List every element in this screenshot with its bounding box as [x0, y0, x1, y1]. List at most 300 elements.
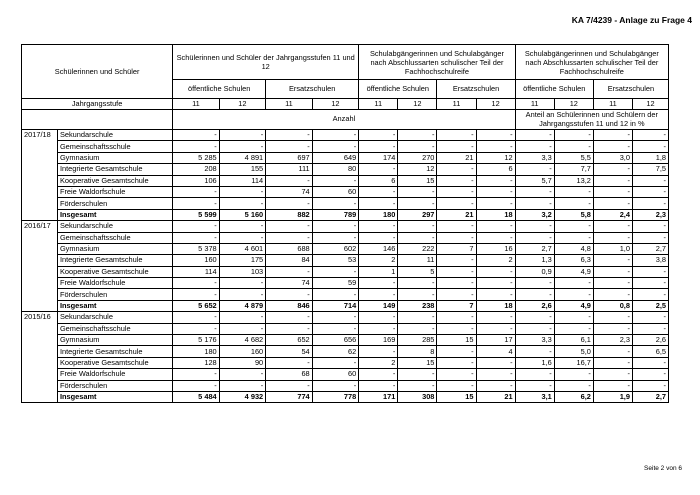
value-cell: 688: [266, 243, 313, 254]
value-cell: 697: [266, 152, 313, 163]
value-cell: 778: [312, 391, 359, 402]
value-cell: -: [312, 289, 359, 300]
value-cell: -: [359, 130, 398, 141]
value-cell: -: [593, 130, 632, 141]
sub-header-private: Ersatzschulen: [593, 80, 668, 99]
value-cell: -: [554, 369, 593, 380]
value-cell: -: [219, 141, 266, 152]
value-cell: -: [266, 221, 313, 232]
table-body: [22, 130, 669, 403]
value-cell: -: [219, 369, 266, 380]
value-cell: -: [173, 198, 220, 209]
sub-header-private: Ersatzschulen: [437, 80, 515, 99]
value-cell: -: [173, 369, 220, 380]
value-cell: -: [173, 380, 220, 391]
row-label: Integrierte Gesamtschule: [57, 164, 172, 175]
value-cell: 74: [266, 278, 313, 289]
value-cell: -: [554, 221, 593, 232]
value-cell: -: [219, 278, 266, 289]
value-cell: 846: [266, 300, 313, 311]
value-cell: 12: [398, 164, 437, 175]
value-cell: -: [398, 221, 437, 232]
value-cell: -: [219, 186, 266, 197]
value-cell: -: [266, 312, 313, 323]
table-row: [22, 186, 669, 197]
table-row: [22, 152, 669, 163]
unit-count-label: Anzahl: [173, 110, 515, 130]
value-cell: 111: [266, 164, 313, 175]
value-cell: -: [515, 232, 554, 243]
value-cell: -: [266, 289, 313, 300]
value-cell: -: [632, 232, 668, 243]
value-cell: 155: [219, 164, 266, 175]
value-cell: -: [515, 289, 554, 300]
corner-label: Schülerinnen und Schüler: [22, 45, 173, 99]
value-cell: -: [593, 164, 632, 175]
value-cell: -: [437, 130, 476, 141]
value-cell: -: [593, 221, 632, 232]
row-label: Freie Waldorfschule: [57, 278, 172, 289]
group-header-students: Schülerinnen und Schüler der Jahrgangsstufen 11 und 12: [173, 45, 359, 80]
value-cell: -: [515, 141, 554, 152]
value-cell: -: [476, 357, 515, 368]
value-cell: -: [173, 312, 220, 323]
value-cell: -: [632, 141, 668, 152]
value-cell: -: [593, 198, 632, 209]
value-cell: -: [359, 232, 398, 243]
value-cell: 5,8: [554, 209, 593, 220]
value-cell: -: [398, 141, 437, 152]
value-cell: 5,5: [554, 152, 593, 163]
table-row: [22, 141, 669, 152]
table-row: [22, 289, 669, 300]
value-cell: 90: [219, 357, 266, 368]
value-cell: 13,2: [554, 175, 593, 186]
grade-cell: 11: [173, 99, 220, 110]
value-cell: 4,9: [554, 266, 593, 277]
value-cell: 174: [359, 152, 398, 163]
value-cell: 169: [359, 335, 398, 346]
value-cell: -: [312, 198, 359, 209]
value-cell: 649: [312, 152, 359, 163]
table-row: [22, 164, 669, 175]
value-cell: -: [312, 312, 359, 323]
value-cell: 2,6: [515, 300, 554, 311]
grade-cell: 11: [515, 99, 554, 110]
grade-cell: 12: [398, 99, 437, 110]
value-cell: -: [515, 221, 554, 232]
table-row: [22, 198, 669, 209]
value-cell: -: [398, 369, 437, 380]
value-cell: -: [437, 221, 476, 232]
value-cell: -: [437, 164, 476, 175]
value-cell: -: [398, 278, 437, 289]
value-cell: 4,8: [554, 243, 593, 254]
value-cell: -: [476, 175, 515, 186]
value-cell: 789: [312, 209, 359, 220]
table-row: [22, 175, 669, 186]
value-cell: -: [437, 232, 476, 243]
sub-header-public: öffentliche Schulen: [173, 80, 266, 99]
total-row: [22, 209, 669, 220]
value-cell: 774: [266, 391, 313, 402]
value-cell: 656: [312, 335, 359, 346]
value-cell: -: [554, 232, 593, 243]
value-cell: -: [476, 289, 515, 300]
grade-cell: 11: [266, 99, 313, 110]
value-cell: -: [437, 198, 476, 209]
value-cell: 15: [437, 391, 476, 402]
grade-cell: 12: [219, 99, 266, 110]
value-cell: 53: [312, 255, 359, 266]
value-cell: -: [359, 221, 398, 232]
value-cell: 2,7: [515, 243, 554, 254]
value-cell: 652: [266, 335, 313, 346]
value-cell: 74: [266, 186, 313, 197]
value-cell: -: [219, 312, 266, 323]
value-cell: -: [632, 175, 668, 186]
value-cell: 18: [476, 209, 515, 220]
value-cell: 128: [173, 357, 220, 368]
value-cell: -: [476, 198, 515, 209]
value-cell: 6,5: [632, 346, 668, 357]
value-cell: -: [173, 232, 220, 243]
value-cell: 60: [312, 369, 359, 380]
value-cell: 2,3: [593, 335, 632, 346]
row-label: Insgesamt: [57, 391, 172, 402]
row-label: Kooperative Gesamtschule: [57, 266, 172, 277]
value-cell: -: [398, 289, 437, 300]
value-cell: -: [515, 312, 554, 323]
value-cell: -: [554, 198, 593, 209]
table-row: [22, 369, 669, 380]
value-cell: 106: [173, 175, 220, 186]
value-cell: -: [554, 312, 593, 323]
value-cell: -: [554, 323, 593, 334]
document-reference: KA 7/4239 - Anlage zu Frage 4: [571, 15, 692, 25]
value-cell: 3,3: [515, 152, 554, 163]
value-cell: 5 484: [173, 391, 220, 402]
value-cell: -: [437, 312, 476, 323]
value-cell: -: [266, 380, 313, 391]
group-header-graduates-count: Schulabgängerinnen und Schulabgänger nach Abschlussarten schulischer Teil der Fachhochschulreife: [359, 45, 515, 80]
value-cell: -: [398, 186, 437, 197]
value-cell: -: [476, 141, 515, 152]
value-cell: 3,3: [515, 335, 554, 346]
value-cell: 175: [219, 255, 266, 266]
row-label: Sekundarschule: [57, 221, 172, 232]
value-cell: -: [515, 130, 554, 141]
value-cell: -: [312, 221, 359, 232]
value-cell: 208: [173, 164, 220, 175]
row-label: Kooperative Gesamtschule: [57, 357, 172, 368]
value-cell: 285: [398, 335, 437, 346]
table-row: [22, 278, 669, 289]
value-cell: 602: [312, 243, 359, 254]
value-cell: 80: [312, 164, 359, 175]
grade-cell: 11: [359, 99, 398, 110]
value-cell: -: [173, 323, 220, 334]
value-cell: 1,6: [515, 357, 554, 368]
value-cell: -: [312, 141, 359, 152]
row-label: Gymnasium: [57, 335, 172, 346]
value-cell: -: [437, 357, 476, 368]
value-cell: -: [554, 380, 593, 391]
table-header: [22, 45, 669, 130]
value-cell: 2,6: [632, 335, 668, 346]
grade-cell: 11: [437, 99, 476, 110]
value-cell: -: [476, 312, 515, 323]
value-cell: 6: [359, 175, 398, 186]
value-cell: -: [632, 312, 668, 323]
value-cell: 1,0: [593, 243, 632, 254]
value-cell: -: [632, 323, 668, 334]
value-cell: 3,8: [632, 255, 668, 266]
table-row: [22, 380, 669, 391]
value-cell: 1,3: [515, 255, 554, 266]
value-cell: -: [437, 266, 476, 277]
value-cell: -: [173, 289, 220, 300]
row-label: Insgesamt: [57, 300, 172, 311]
value-cell: -: [359, 164, 398, 175]
value-cell: -: [359, 278, 398, 289]
value-cell: 160: [219, 346, 266, 357]
value-cell: -: [359, 323, 398, 334]
value-cell: -: [437, 346, 476, 357]
value-cell: -: [476, 380, 515, 391]
value-cell: -: [437, 380, 476, 391]
value-cell: 16: [476, 243, 515, 254]
value-cell: -: [515, 164, 554, 175]
value-cell: -: [219, 323, 266, 334]
value-cell: 7,5: [632, 164, 668, 175]
row-label: Gymnasium: [57, 243, 172, 254]
value-cell: -: [359, 186, 398, 197]
value-cell: -: [359, 380, 398, 391]
value-cell: -: [593, 232, 632, 243]
table-row: [22, 232, 669, 243]
value-cell: 15: [437, 335, 476, 346]
value-cell: 21: [476, 391, 515, 402]
value-cell: -: [173, 186, 220, 197]
row-label: Freie Waldorfschule: [57, 186, 172, 197]
value-cell: 114: [219, 175, 266, 186]
row-label: Freie Waldorfschule: [57, 369, 172, 380]
value-cell: 4 601: [219, 243, 266, 254]
value-cell: -: [593, 175, 632, 186]
value-cell: -: [398, 380, 437, 391]
value-cell: -: [219, 221, 266, 232]
value-cell: -: [359, 346, 398, 357]
value-cell: 160: [173, 255, 220, 266]
value-cell: -: [593, 346, 632, 357]
value-cell: -: [593, 289, 632, 300]
value-cell: -: [398, 198, 437, 209]
value-cell: 84: [266, 255, 313, 266]
row-label: Gemeinschaftsschule: [57, 141, 172, 152]
value-cell: -: [312, 380, 359, 391]
value-cell: -: [476, 323, 515, 334]
year-label: 2017/18: [22, 130, 58, 221]
value-cell: 5 160: [219, 209, 266, 220]
value-cell: -: [219, 130, 266, 141]
value-cell: -: [266, 141, 313, 152]
value-cell: 714: [312, 300, 359, 311]
value-cell: -: [219, 380, 266, 391]
total-row: [22, 391, 669, 402]
value-cell: -: [437, 369, 476, 380]
value-cell: -: [359, 198, 398, 209]
value-cell: 8: [398, 346, 437, 357]
value-cell: 4 932: [219, 391, 266, 402]
row-label: Gemeinschaftsschule: [57, 232, 172, 243]
value-cell: -: [359, 369, 398, 380]
value-cell: -: [266, 198, 313, 209]
table-row: [22, 357, 669, 368]
value-cell: -: [515, 278, 554, 289]
value-cell: 5 599: [173, 209, 220, 220]
value-cell: 2,3: [632, 209, 668, 220]
value-cell: 12: [476, 152, 515, 163]
value-cell: -: [312, 323, 359, 334]
value-cell: 4: [476, 346, 515, 357]
value-cell: 2: [359, 255, 398, 266]
value-cell: -: [554, 289, 593, 300]
value-cell: 54: [266, 346, 313, 357]
value-cell: -: [593, 278, 632, 289]
page-number: Seite 2 von 6: [644, 465, 682, 472]
table-row: [22, 346, 669, 357]
row-label: Förderschulen: [57, 198, 172, 209]
value-cell: -: [398, 312, 437, 323]
grade-cell: 12: [476, 99, 515, 110]
value-cell: 4 682: [219, 335, 266, 346]
table-row: [22, 255, 669, 266]
value-cell: 6,3: [554, 255, 593, 266]
value-cell: 146: [359, 243, 398, 254]
value-cell: -: [173, 130, 220, 141]
value-cell: -: [398, 323, 437, 334]
value-cell: 270: [398, 152, 437, 163]
value-cell: -: [632, 357, 668, 368]
value-cell: -: [437, 278, 476, 289]
value-cell: 68: [266, 369, 313, 380]
value-cell: 15: [398, 357, 437, 368]
value-cell: 5: [398, 266, 437, 277]
value-cell: -: [476, 278, 515, 289]
value-cell: 6,2: [554, 391, 593, 402]
value-cell: -: [632, 198, 668, 209]
value-cell: 149: [359, 300, 398, 311]
value-cell: -: [398, 130, 437, 141]
row-label: Integrierte Gesamtschule: [57, 255, 172, 266]
value-cell: 60: [312, 186, 359, 197]
unit-percent-label: Anteil an Schülerinnen und Schülern der Jahrgangsstufen 11 und 12 in %: [515, 110, 668, 130]
value-cell: -: [515, 198, 554, 209]
value-cell: -: [593, 380, 632, 391]
value-cell: -: [173, 221, 220, 232]
grade-cell: 12: [632, 99, 668, 110]
value-cell: -: [593, 266, 632, 277]
value-cell: -: [312, 130, 359, 141]
value-cell: -: [593, 141, 632, 152]
value-cell: -: [593, 357, 632, 368]
value-cell: -: [476, 369, 515, 380]
value-cell: -: [593, 323, 632, 334]
sub-header-public: öffentliche Schulen: [359, 80, 437, 99]
value-cell: 238: [398, 300, 437, 311]
value-cell: 1,8: [632, 152, 668, 163]
value-cell: 308: [398, 391, 437, 402]
value-cell: 114: [173, 266, 220, 277]
value-cell: -: [312, 357, 359, 368]
value-cell: 5,7: [515, 175, 554, 186]
value-cell: 180: [359, 209, 398, 220]
value-cell: 21: [437, 209, 476, 220]
value-cell: -: [219, 289, 266, 300]
value-cell: 4,9: [554, 300, 593, 311]
value-cell: -: [266, 323, 313, 334]
row-label: Sekundarschule: [57, 312, 172, 323]
value-cell: 2,7: [632, 391, 668, 402]
value-cell: -: [476, 232, 515, 243]
value-cell: -: [593, 186, 632, 197]
row-label: Insgesamt: [57, 209, 172, 220]
value-cell: -: [632, 369, 668, 380]
value-cell: -: [554, 130, 593, 141]
value-cell: 3,2: [515, 209, 554, 220]
value-cell: -: [476, 130, 515, 141]
row-label: Integrierte Gesamtschule: [57, 346, 172, 357]
value-cell: -: [359, 312, 398, 323]
value-cell: -: [173, 141, 220, 152]
group-header-graduates-share: Schulabgängerinnen und Schulabgänger nach Abschlussarten schulischer Teil der Fachhochschulreife: [515, 45, 668, 80]
value-cell: 882: [266, 209, 313, 220]
value-cell: -: [554, 186, 593, 197]
value-cell: 1: [359, 266, 398, 277]
year-label: 2016/17: [22, 221, 58, 312]
row-label: Förderschulen: [57, 289, 172, 300]
grade-cell: 12: [312, 99, 359, 110]
value-cell: -: [312, 232, 359, 243]
value-cell: 0,8: [593, 300, 632, 311]
value-cell: 2: [476, 255, 515, 266]
value-cell: 18: [476, 300, 515, 311]
value-cell: -: [632, 380, 668, 391]
value-cell: -: [359, 289, 398, 300]
value-cell: -: [266, 266, 313, 277]
value-cell: -: [515, 186, 554, 197]
value-cell: -: [632, 289, 668, 300]
row-label: Gemeinschaftsschule: [57, 323, 172, 334]
value-cell: 17: [476, 335, 515, 346]
total-row: [22, 300, 669, 311]
value-cell: -: [219, 232, 266, 243]
value-cell: -: [593, 255, 632, 266]
value-cell: 3,1: [515, 391, 554, 402]
value-cell: 4 879: [219, 300, 266, 311]
value-cell: 5 652: [173, 300, 220, 311]
data-table: [21, 44, 669, 403]
value-cell: -: [515, 346, 554, 357]
value-cell: 180: [173, 346, 220, 357]
value-cell: 2,5: [632, 300, 668, 311]
table-row: [22, 323, 669, 334]
value-cell: 21: [437, 152, 476, 163]
value-cell: -: [593, 369, 632, 380]
value-cell: 2,7: [632, 243, 668, 254]
value-cell: -: [515, 380, 554, 391]
